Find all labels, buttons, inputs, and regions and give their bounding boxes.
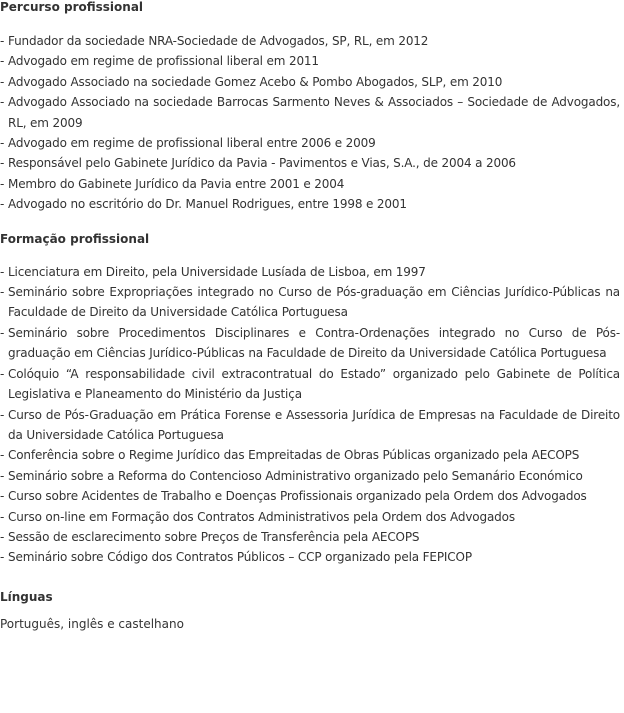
bullet-dash: - [0, 95, 5, 110]
bullet-dash: - [0, 529, 5, 544]
list-item: - Curso on-line em Formação dos Contratos Administrativos pela Ordem dos Advogados [0, 507, 620, 527]
bullet-dash: - [0, 448, 5, 463]
list-item: - Curso de Pós-Graduação em Prática Forense e Assessoria Jurídica de Empresas na Faculdade de Direito da Universidade Católica Portuguesa [0, 405, 620, 446]
bullet-dash: - [0, 34, 5, 48]
bullet-dash: - [0, 264, 5, 279]
list-item: - Conferência sobre o Regime Jurídico das Empreitadas de Obras Públicas organizado pela AECOPS [0, 445, 620, 465]
bullet-dash: - [0, 176, 5, 191]
languages-text: Português, inglês e castelhano [0, 616, 184, 631]
list-item: - Seminário sobre a Reforma do Contencioso Administrativo organizado pelo Semanário Económico [0, 466, 620, 486]
list-item: - Colóquio “A responsabilidade civil extracontratual do Estado” organizado pelo Gabinete de Política Legislativa e Planeamento do Ministério da Justiça [0, 364, 620, 405]
bullet-dash: - [0, 54, 5, 69]
list-item: - Responsável pelo Gabinete Jurídico da Pavia - Pavimentos e Vias, S.A., de 2004 a 2006 [0, 153, 620, 173]
bullet-dash: - [0, 407, 5, 422]
bullet-dash: - [0, 509, 5, 524]
list-item: - Advogado Associado na sociedade Gomez Acebo & Pombo Abogados, SLP, em 2010 [0, 72, 620, 92]
percurso-list [0, 31, 620, 215]
bullet-dash: - [0, 366, 5, 381]
list-item: - Fundador da sociedade NRA-Sociedade de Advogados, SP, RL, em 2012 [0, 31, 620, 51]
list-item: - Advogado em regime de profissional liberal entre 2006 e 2009 [0, 133, 620, 153]
bullet-dash: - [0, 325, 5, 340]
list-item: - Advogado no escritório do Dr. Manuel Rodrigues, entre 1998 e 2001 [0, 194, 620, 214]
list-item: - Seminário sobre Expropriações integrado no Curso de Pós-graduação em Ciências Jurídico-Públicas na Faculdade de Direito da Universidade Católica Portuguesa [0, 282, 620, 323]
section-title-percurso: Percurso profissional [0, 0, 144, 14]
list-item: - Advogado Associado na sociedade Barrocas Sarmento Neves & Associados – Sociedade de Advogados, RL, em 2009 [0, 92, 620, 133]
bullet-dash: - [0, 285, 5, 300]
bullet-dash: - [0, 74, 5, 89]
bullet-dash: - [0, 550, 5, 565]
list-item: - Licenciatura em Direito, pela Universidade Lusíada de Lisboa, em 1997 [0, 262, 620, 282]
bullet-dash: - [0, 489, 5, 504]
list-item: - Curso sobre Acidentes de Trabalho e Doenças Profissionais organizado pela Ordem dos Advogados [0, 486, 620, 506]
section-title-formacao: Formação profissional [0, 231, 150, 246]
bullet-dash: - [0, 156, 5, 171]
bullet-dash: - [0, 197, 5, 212]
list-item: - Seminário sobre Procedimentos Disciplinares e Contra-Ordenações integrado no Curso de Pós-graduação em Ciências Jurídico-Públicas na Faculdade de Direito da Universidade Católica Portuguesa [0, 323, 620, 364]
list-item: - Seminário sobre Código dos Contratos Públicos – CCP organizado pela FEPICOP [0, 547, 620, 567]
list-item: - Sessão de esclarecimento sobre Preços de Transferência pela AECOPS [0, 527, 620, 547]
section-title-linguas: Línguas [0, 589, 53, 604]
bullet-dash: - [0, 468, 5, 483]
bullet-dash: - [0, 136, 5, 151]
formacao-list [0, 262, 620, 568]
list-item: - Membro do Gabinete Jurídico da Pavia entre 2001 e 2004 [0, 174, 620, 194]
list-item: - Advogado em regime de profissional liberal em 2011 [0, 51, 620, 71]
